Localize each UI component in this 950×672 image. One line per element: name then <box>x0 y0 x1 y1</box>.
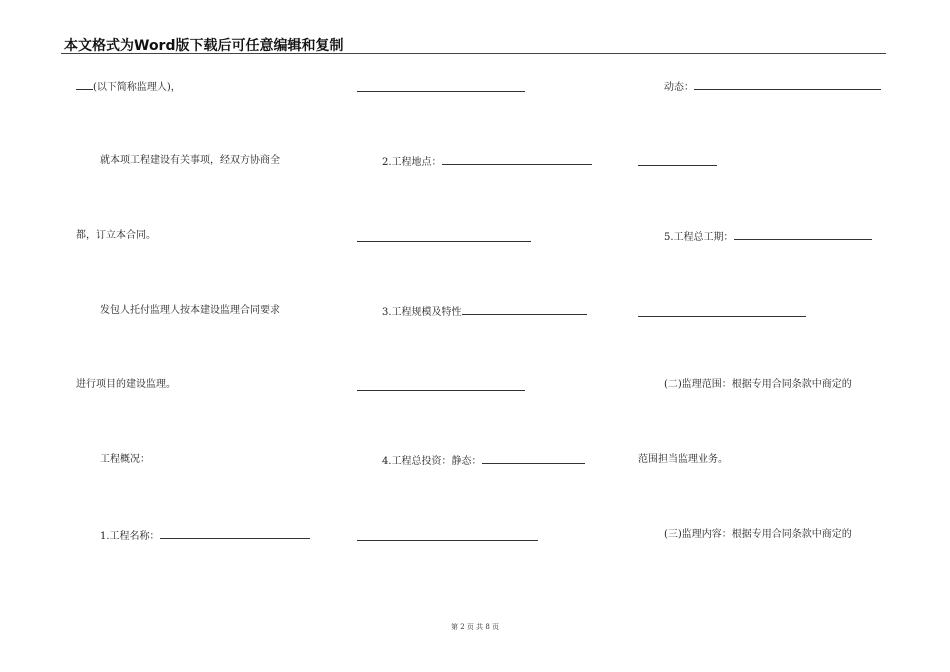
project-scale-label: 3.工程规模及特性 <box>382 307 462 318</box>
col3-line-1 <box>664 80 881 94</box>
col3-line-6: 范围担当监理业务。 <box>638 454 728 465</box>
blank-line <box>357 91 525 92</box>
blank-line <box>357 241 531 242</box>
dynamic-label: 动态： <box>664 82 694 93</box>
project-location-blank <box>442 155 592 165</box>
blank-line <box>357 390 525 391</box>
dynamic-blank <box>694 80 881 90</box>
col1-line-1 <box>76 80 181 94</box>
project-name-blank <box>160 529 310 539</box>
col2-line-2 <box>382 155 592 169</box>
col1-line-5: 进行项目的建设监理。 <box>76 379 176 390</box>
col3-line-7: (三)监理内容：根据专用合同条款中商定的 <box>664 529 852 540</box>
blank-field <box>76 80 93 90</box>
page-number: 第 2 页 共 8 页 <box>450 623 500 631</box>
blank-line <box>638 316 806 317</box>
col1-line-7 <box>100 529 310 543</box>
total-investment-blank <box>482 454 585 464</box>
project-location-label: 2.工程地点： <box>382 157 442 168</box>
project-scale-blank <box>462 305 587 315</box>
total-duration-blank <box>734 230 872 240</box>
blank-line <box>638 165 717 166</box>
project-name-label: 1.工程名称： <box>100 531 160 542</box>
col3-line-3 <box>664 230 872 244</box>
col1-line-1-text: (以下简称监理人)， <box>93 82 181 93</box>
total-duration-label: 5.工程总工期： <box>664 232 734 243</box>
col1-line-2: 就本项工程建设有关事项，经双方协商全 <box>100 155 280 166</box>
col2-line-4 <box>382 305 587 319</box>
col1-line-4: 发包人托付监理人按本建设监理合同要求 <box>100 305 280 316</box>
col1-line-6: 工程概况： <box>100 454 150 465</box>
col1-line-3: 都，订立本合同。 <box>76 230 156 241</box>
total-investment-label: 4.工程总投资：静态： <box>382 456 482 467</box>
blank-line <box>357 540 538 541</box>
col3-line-5: (二)监理范围：根据专用合同条款中商定的 <box>664 379 852 390</box>
header-divider <box>61 53 886 54</box>
col2-line-6 <box>382 454 585 468</box>
document-header-title: 本文格式为Word版下载后可任意编辑和复制 <box>64 38 344 54</box>
